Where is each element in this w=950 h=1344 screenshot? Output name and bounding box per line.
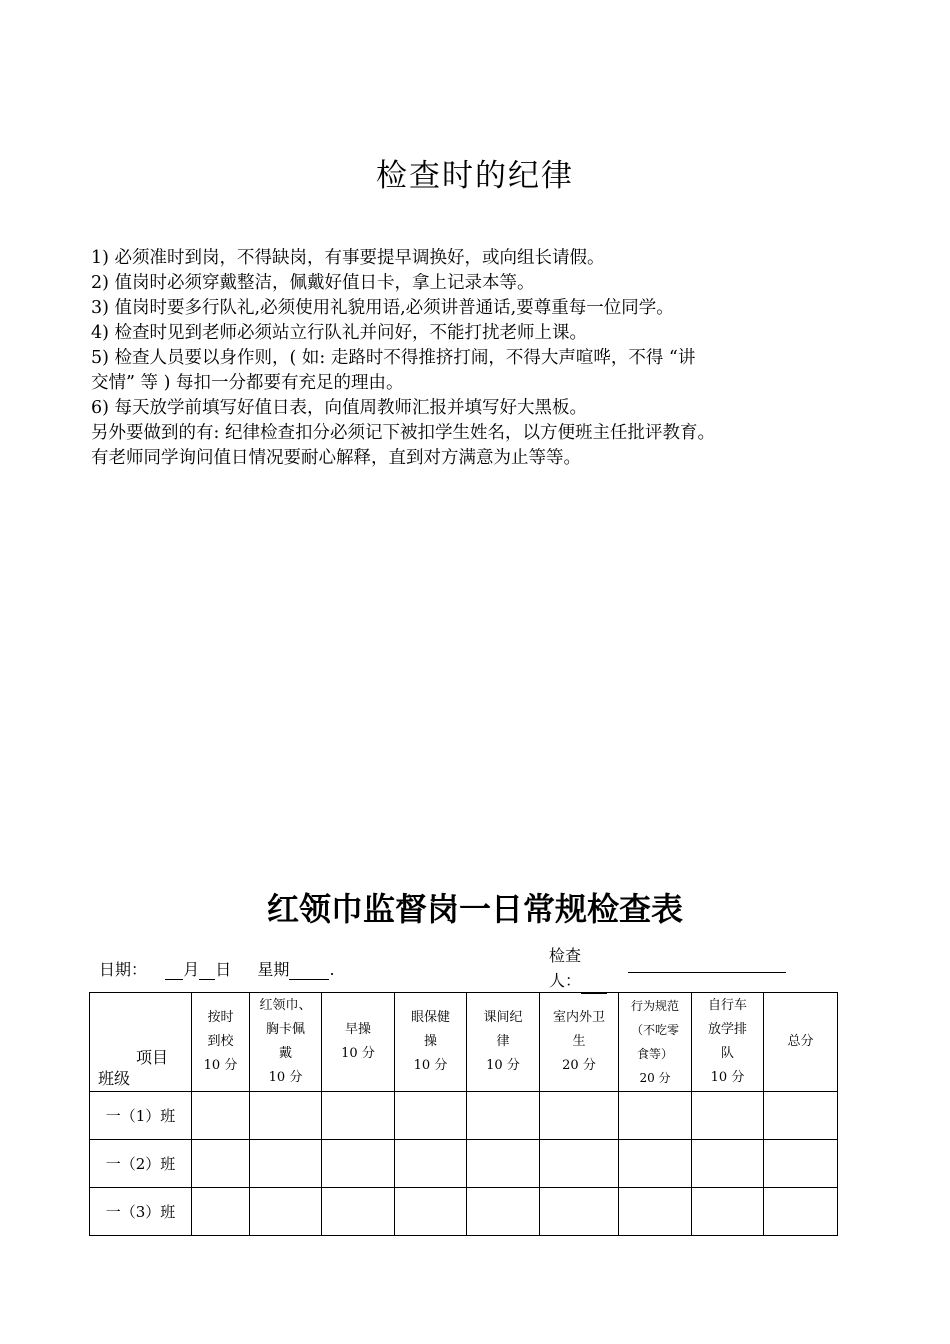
rule-line: 2) 值岗时必须穿戴整洁，佩戴好值日卡，拿上记录本等。 — [91, 273, 535, 293]
corner-cell — [90, 993, 192, 1092]
inspector-field — [549, 943, 607, 994]
table-row — [90, 1092, 838, 1140]
inspector-blank[interactable] — [581, 968, 607, 994]
score-cell[interactable] — [322, 1188, 395, 1236]
row-class-name: 一（1）班 — [90, 1092, 192, 1140]
score-cell[interactable] — [764, 1092, 838, 1140]
score-cell[interactable] — [540, 1140, 619, 1188]
rule-line: 交情” 等 ) 每扣一分都要有充足的理由。 — [91, 373, 404, 393]
column-header: 红领巾、 胸卡佩 戴 10 分 — [250, 993, 322, 1092]
date-label: 日期： — [99, 960, 148, 979]
discipline-title: 检查时的纪律 — [376, 158, 574, 194]
table-header-row — [90, 993, 838, 1092]
weekday-dot: . — [329, 960, 335, 979]
weekday-label: 星期 — [257, 960, 290, 979]
column-header: 自行车 放学排 队 10 分 — [692, 993, 764, 1092]
score-cell[interactable] — [692, 1140, 764, 1188]
column-header: 早操 10 分 — [322, 993, 395, 1092]
score-cell[interactable] — [467, 1140, 540, 1188]
score-cell[interactable] — [619, 1140, 692, 1188]
day-label: 日 — [215, 960, 232, 979]
table-row — [90, 1140, 838, 1188]
rule-line: 另外要做到的有: 纪律检查扣分必须记下被扣学生姓名，以方便班主任批评教育。 — [91, 423, 715, 443]
score-cell[interactable] — [192, 1140, 250, 1188]
table-row — [90, 1188, 838, 1236]
date-line — [99, 957, 335, 980]
rule-line: 1) 必须准时到岗，不得缺岗，有事要提早调换好，或向组长请假。 — [91, 248, 605, 268]
score-cell[interactable] — [192, 1092, 250, 1140]
day-blank[interactable] — [199, 960, 215, 980]
score-cell[interactable] — [619, 1188, 692, 1236]
corner-class-label: 班级 — [98, 1069, 131, 1088]
score-cell[interactable] — [764, 1188, 838, 1236]
inspector-long-blank[interactable] — [628, 972, 786, 973]
score-cell[interactable] — [467, 1092, 540, 1140]
month-label: 月 — [183, 960, 200, 979]
score-cell[interactable] — [250, 1092, 322, 1140]
score-cell[interactable] — [322, 1140, 395, 1188]
score-cell[interactable] — [395, 1140, 467, 1188]
column-header: 室内外卫 生 20 分 — [540, 993, 619, 1092]
score-cell[interactable] — [692, 1092, 764, 1140]
rule-line: 3) 值岗时要多行队礼,必须使用礼貌用语,必须讲普通话,要尊重每一位同学。 — [91, 298, 674, 318]
score-cell[interactable] — [395, 1092, 467, 1140]
month-blank[interactable] — [165, 960, 183, 980]
column-header: 按时 到校 10 分 — [192, 993, 250, 1092]
row-class-name: 一（2）班 — [90, 1140, 192, 1188]
column-header: 总分 — [764, 993, 838, 1092]
score-cell[interactable] — [395, 1188, 467, 1236]
score-cell[interactable] — [250, 1188, 322, 1236]
inspection-table — [89, 992, 838, 1236]
rule-line: 6) 每天放学前填写好值日表，向值周教师汇报并填写好大黑板。 — [91, 398, 588, 418]
form-title: 红领巾监督岗一日常规检查表 — [266, 890, 683, 928]
score-cell[interactable] — [192, 1188, 250, 1236]
weekday-blank[interactable] — [289, 960, 329, 980]
rule-line: 有老师同学询问值日情况要耐心解释，直到对方满意为止等等。 — [91, 448, 581, 468]
column-header: 课间纪 律 10 分 — [467, 993, 540, 1092]
score-cell[interactable] — [692, 1188, 764, 1236]
corner-item-label: 项目 — [136, 1048, 169, 1067]
score-cell[interactable] — [540, 1092, 619, 1140]
inspector-label-line1: 检查 — [549, 946, 582, 965]
rule-line: 4) 检查时见到老师必须站立行队礼并问好，不能打扰老师上课。 — [91, 323, 588, 343]
score-cell[interactable] — [540, 1188, 619, 1236]
score-cell[interactable] — [467, 1188, 540, 1236]
discipline-rules — [91, 246, 891, 471]
column-header: 行为规范 （不吃零 食等） 20 分 — [619, 993, 692, 1092]
score-cell[interactable] — [322, 1092, 395, 1140]
score-cell[interactable] — [250, 1140, 322, 1188]
row-class-name: 一（3）班 — [90, 1188, 192, 1236]
column-header: 眼保健 操 10 分 — [395, 993, 467, 1092]
score-cell[interactable] — [764, 1140, 838, 1188]
rule-line: 5) 检查人员要以身作则，( 如: 走路时不得推挤打闹，不得大声喧哗，不得 “讲 — [91, 348, 696, 368]
inspector-label-line2: 人： — [549, 971, 582, 990]
score-cell[interactable] — [619, 1092, 692, 1140]
